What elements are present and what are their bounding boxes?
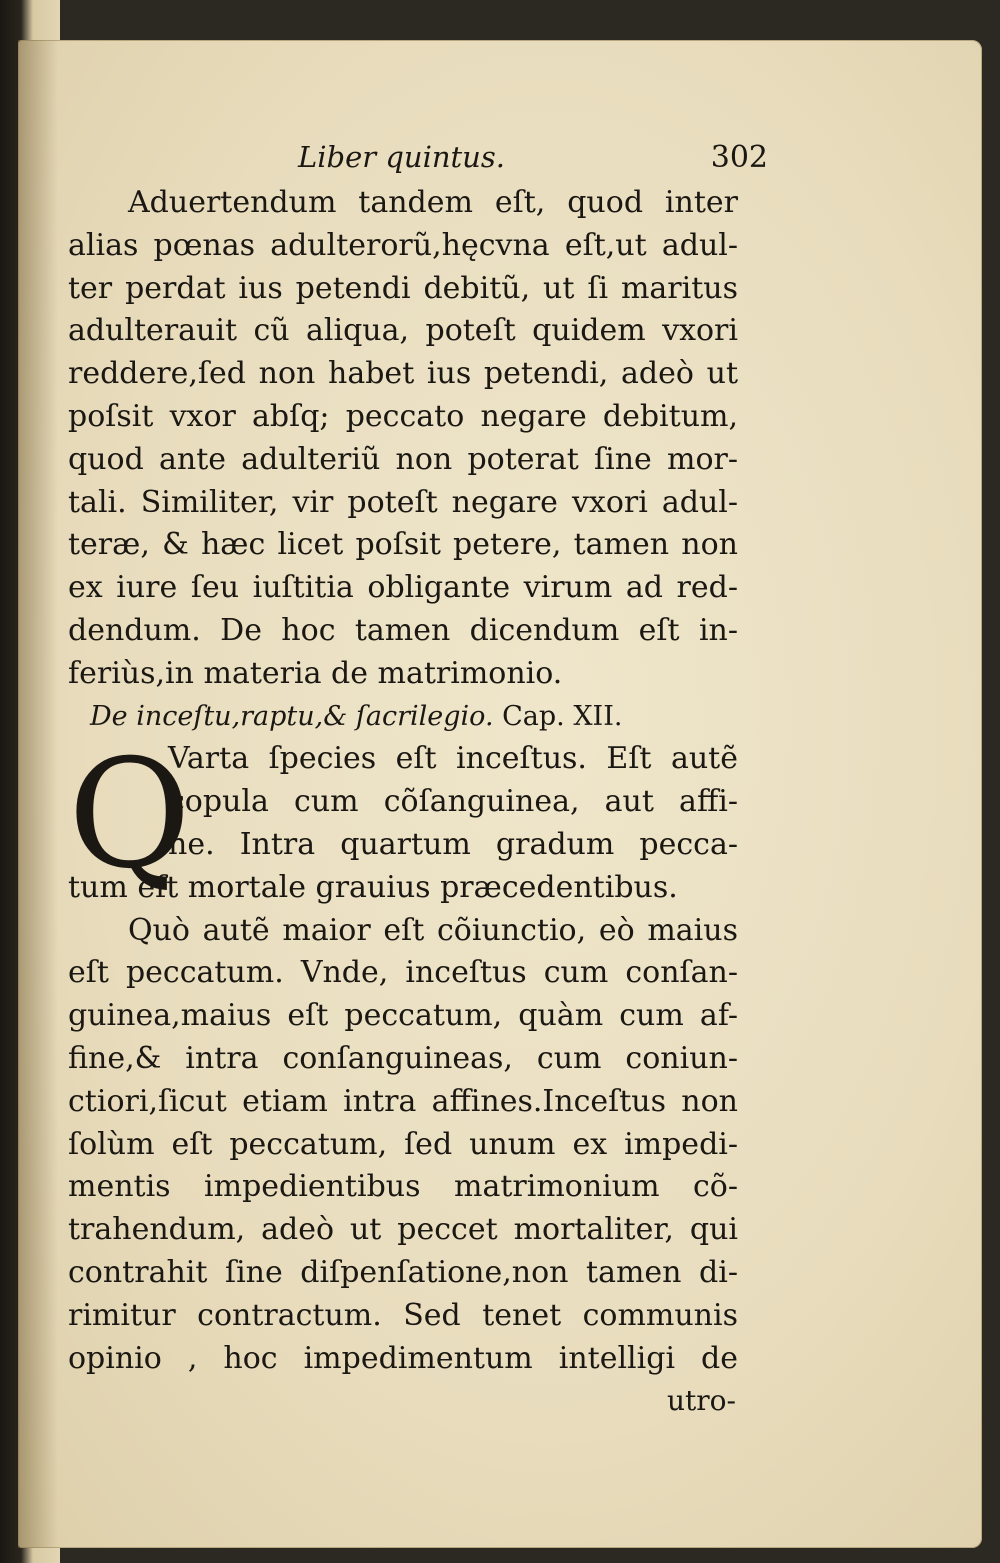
paragraph-2 <box>68 728 738 909</box>
text-line: teræ, & hæc licet poſsit petere, tamen non <box>68 527 738 563</box>
running-head: Liber quintus. <box>298 140 505 174</box>
text-line: eſt peccatum. Vnde, inceſtus cum conſan- <box>68 955 738 991</box>
text-line: rimitur contractum. Sed tenet communis <box>68 1297 738 1333</box>
page-gutter-shadow <box>18 40 58 1548</box>
text-line: Varta ſpecies eſt inceſtus. Eſt autẽ <box>168 741 738 777</box>
catchword: utro- <box>667 1384 736 1418</box>
text-line: guinea,maius eſt peccatum, quàm cum af- <box>68 998 738 1034</box>
page-header <box>68 136 768 182</box>
chapter-title: De inceſtu,raptu,& ſacrilegio. <box>90 700 494 732</box>
text-line: tum eſt mortale grauius præcedentibus. <box>68 869 678 905</box>
text-block <box>68 136 768 1423</box>
text-line: contrahit ſine diſpenſatione,non tamen di- <box>68 1254 738 1290</box>
text-line: tali. Similiter, vir poteſt negare vxori adul- <box>68 484 738 520</box>
text-line: ſolùm eſt peccatum, ſed unum ex impedi- <box>68 1126 738 1162</box>
text-line: adulterauit cũ aliqua, poteſt quidem vxori <box>68 313 738 349</box>
text-line: quod ante adulteriũ non poterat ſine mor- <box>68 441 738 477</box>
text-line: dendum. De hoc tamen dicendum eſt in- <box>68 612 738 648</box>
text-line: poſsit vxor abſq; peccato negare debitum, <box>68 398 738 434</box>
text-line: alias pœnas adulterorũ,hęcvna eſt,ut adul- <box>68 227 738 263</box>
folio-number: 302 <box>710 140 768 175</box>
text-line: ter perdat ius petendi debitũ, ut ſi maritus <box>68 270 738 306</box>
text-line: trahendum, adeò ut peccet mortaliter, qui <box>68 1212 738 1248</box>
text-line: Aduertendum tandem eſt, quod inter <box>128 185 738 220</box>
drop-cap: Q <box>68 728 191 903</box>
text-line: opinio , hoc impedimentum intelligi de <box>68 1340 738 1376</box>
text-line: copula cum cõſanguinea, aut affi- <box>168 784 738 820</box>
paragraph-3 <box>68 910 738 1381</box>
text-line: ne. Intra quartum gradum pecca- <box>168 826 738 862</box>
text-line: mentis impedientibus matrimonium cõ- <box>68 1169 738 1205</box>
text-line: fine,& intra conſanguineas, cum coniun- <box>68 1040 738 1076</box>
text-line: reddere,ſed non habet ius petendi, adeò ut <box>68 356 738 392</box>
chapter-number: Cap. XII. <box>502 700 623 732</box>
text-line: Quò autẽ maior eſt cõiunctio, eò maius <box>128 912 738 948</box>
text-line: ex iure ſeu iuſtitia obligante virum ad red- <box>68 570 738 606</box>
book-page <box>18 40 982 1548</box>
text-line: ctiori,ſicut etiam intra affines.Inceſtus non <box>68 1083 738 1119</box>
paragraph-1 <box>68 182 738 696</box>
text-line: feriùs,in materia de matrimonio. <box>68 655 563 691</box>
